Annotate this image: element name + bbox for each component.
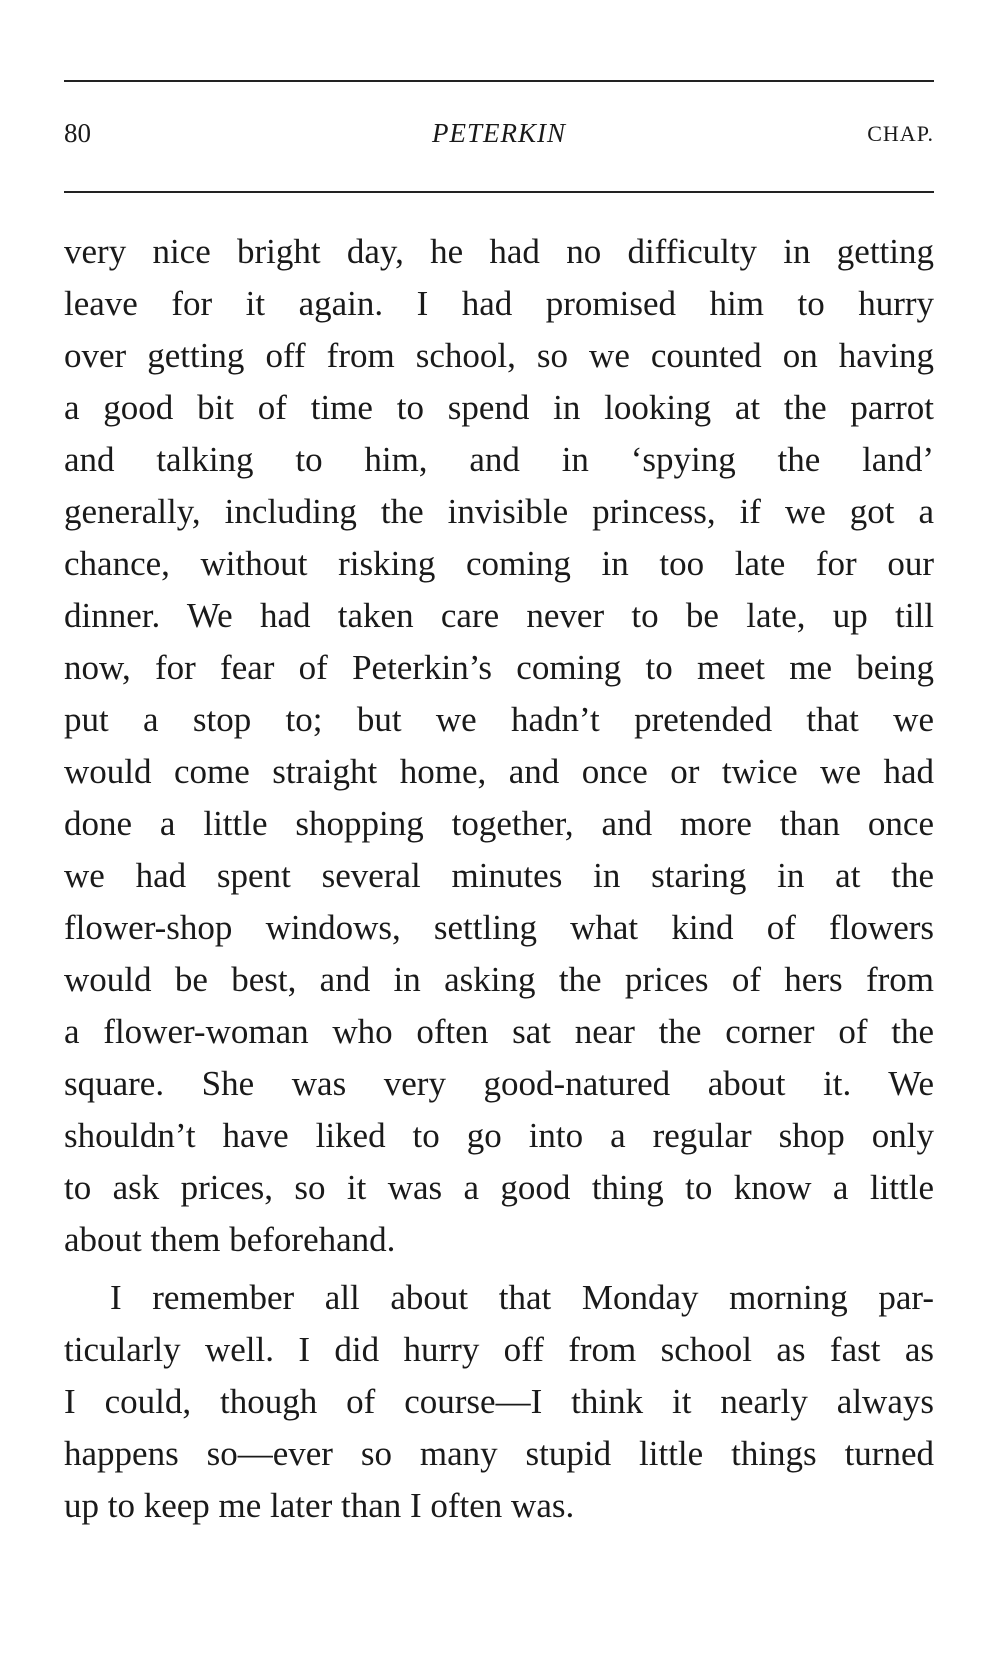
text-line: would come straight home, and once or twice we had [64,752,934,791]
text-line: we had spent several minutes in staring in at the [64,856,934,895]
running-head [64,118,934,158]
text-line: dinner. We had taken care never to be late, up till [64,596,934,635]
header-rule-bottom [64,191,934,193]
text-line: shouldn’t have liked to go into a regular shop only [64,1116,934,1155]
paragraph-1 [64,226,934,1266]
text-line: done a little shopping together, and more than once [64,804,934,843]
text-line: to ask prices, so it was a good thing to know a little [64,1168,934,1207]
text-line: a good bit of time to spend in looking at the parrot [64,388,934,427]
running-title: PETERKIN [432,118,566,148]
text-line: leave for it again. I had promised him to hurry [64,284,934,323]
text-line: generally, including the invisible princess, if we got a [64,492,934,531]
text-line: and talking to him, and in ‘spying the land’ [64,440,934,479]
text-line: very nice bright day, he had no difficulty in getting [64,232,934,271]
text-line: now, for fear of Peterkin’s coming to meet me being [64,648,934,687]
text-line: chance, without risking coming in too late for our [64,544,934,583]
text-line: I could, though of course—I think it nearly always [64,1382,934,1421]
text-line: up to keep me later than I often was. [64,1486,575,1525]
text-line: over getting off from school, so we counted on having [64,336,934,375]
paragraph-2 [64,1272,934,1532]
text-line: ticularly well. I did hurry off from school as fast as [64,1330,934,1369]
text-line: square. She was very good-natured about it. We [64,1064,934,1103]
text-line: would be best, and in asking the prices of hers from [64,960,934,999]
header-rule-top [64,80,934,82]
chapter-label: CHAP. [867,121,934,146]
text-line: flower-shop windows, settling what kind of flowers [64,908,934,947]
text-line: a flower-woman who often sat near the corner of the [64,1012,934,1051]
text-line: I remember all about that Monday morning par- [110,1278,934,1317]
text-line: happens so—ever so many stupid little things turned [64,1434,934,1473]
text-line: about them beforehand. [64,1220,396,1259]
body-text [64,226,934,1532]
page-number: 80 [64,118,91,148]
text-line: put a stop to; but we hadn’t pretended that we [64,700,934,739]
